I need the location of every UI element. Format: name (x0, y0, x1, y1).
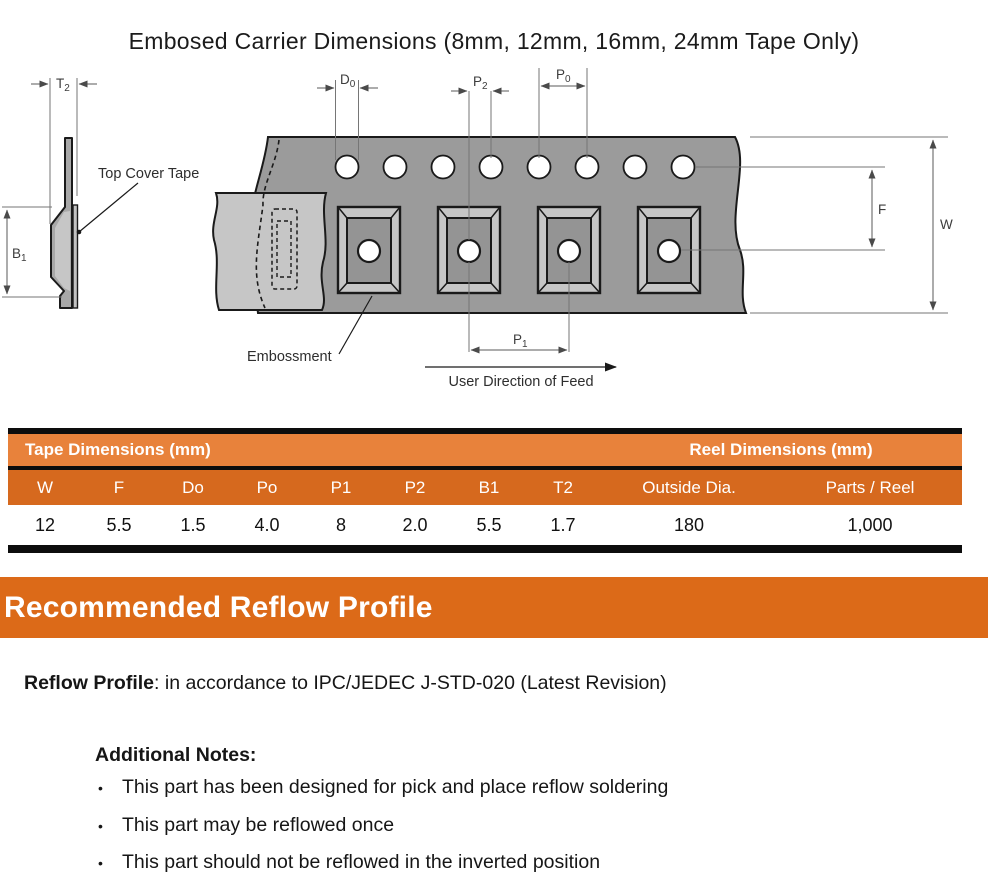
value-b1: 5.5 (452, 505, 526, 549)
top-cover-tape-label: Top Cover Tape (98, 166, 200, 182)
page-title: Embosed Carrier Dimensions (8mm, 12mm, 16mm, 24mm Tape Only) (128, 28, 860, 54)
col-header-t2: T2 (526, 468, 600, 505)
value-t2: 1.7 (526, 505, 600, 549)
cover-tape-edge (73, 205, 78, 308)
col-header-po: Po (230, 468, 304, 505)
value-f: 5.5 (82, 505, 156, 549)
tape-reel-dimensions-table (8, 428, 962, 553)
dim-label-p2: $P_2$ (473, 74, 488, 92)
col-header-do: Do (156, 468, 230, 505)
col-header-w: W (8, 468, 82, 505)
dim-label-d0: $D_0$ (340, 72, 356, 90)
dim-label-t2: $T_2$ (56, 76, 70, 94)
cover-tape-overlay (213, 193, 326, 310)
dim-label-p0: $P_0$ (556, 67, 571, 85)
col-header-outside-dia: Outside Dia. (600, 468, 778, 505)
value-p1: 8 (304, 505, 378, 549)
feed-direction-label: User Direction of Feed (448, 374, 594, 390)
value-do: 1.5 (156, 505, 230, 549)
carrier-side-view (2, 76, 199, 308)
pocket (338, 207, 400, 293)
additional-notes-heading: Additional Notes: (95, 744, 257, 766)
col-header-b1: B1 (452, 468, 526, 505)
note-text: This part should not be reflowed in the inverted position (122, 851, 601, 873)
value-w: 12 (8, 505, 82, 549)
leader-dot (77, 230, 82, 235)
dim-label-w: W (940, 217, 953, 232)
note-text: This part may be reflowed once (122, 813, 395, 836)
reel-dimensions-header: Reel Dimensions (mm) (600, 431, 962, 468)
section-banner: Recommended Reflow Profile (0, 577, 988, 638)
dim-label-p1: $P_1$ (513, 332, 528, 350)
bullet-icon: • (98, 855, 103, 871)
dim-label-f: F (878, 202, 887, 217)
bullet-icon: • (98, 817, 103, 834)
bullet-icon: • (98, 780, 103, 796)
additional-notes-list (98, 776, 668, 882)
list-item (98, 776, 668, 799)
tape-top-view (213, 67, 953, 390)
table-row (8, 505, 962, 549)
value-parts-reel: 1,000 (778, 505, 962, 549)
table-column-header-row (8, 468, 962, 505)
embossment-label: Embossment (247, 349, 332, 365)
col-header-parts-reel: Parts / Reel (778, 468, 962, 505)
note-text: This part has been designed for pick and place reflow soldering (122, 776, 669, 798)
carrier-diagram (0, 0, 988, 402)
col-header-f: F (82, 468, 156, 505)
col-header-p1: P1 (304, 468, 378, 505)
list-item (98, 814, 668, 837)
dim-label-b1: $B_1$ (12, 246, 27, 264)
reflow-profile-label: Reflow Profile (24, 672, 155, 694)
value-p2: 2.0 (378, 505, 452, 549)
list-item (98, 851, 668, 874)
value-po: 4.0 (230, 505, 304, 549)
reflow-profile-text: : in accordance to IPC/JEDEC J-STD-020 (Latest Revision) (154, 672, 667, 694)
col-header-p2: P2 (378, 468, 452, 505)
value-outside-dia: 180 (600, 505, 778, 549)
tape-dimensions-header: Tape Dimensions (mm) (8, 431, 600, 468)
reflow-profile-paragraph (24, 672, 667, 695)
table-group-header-row (8, 431, 962, 468)
